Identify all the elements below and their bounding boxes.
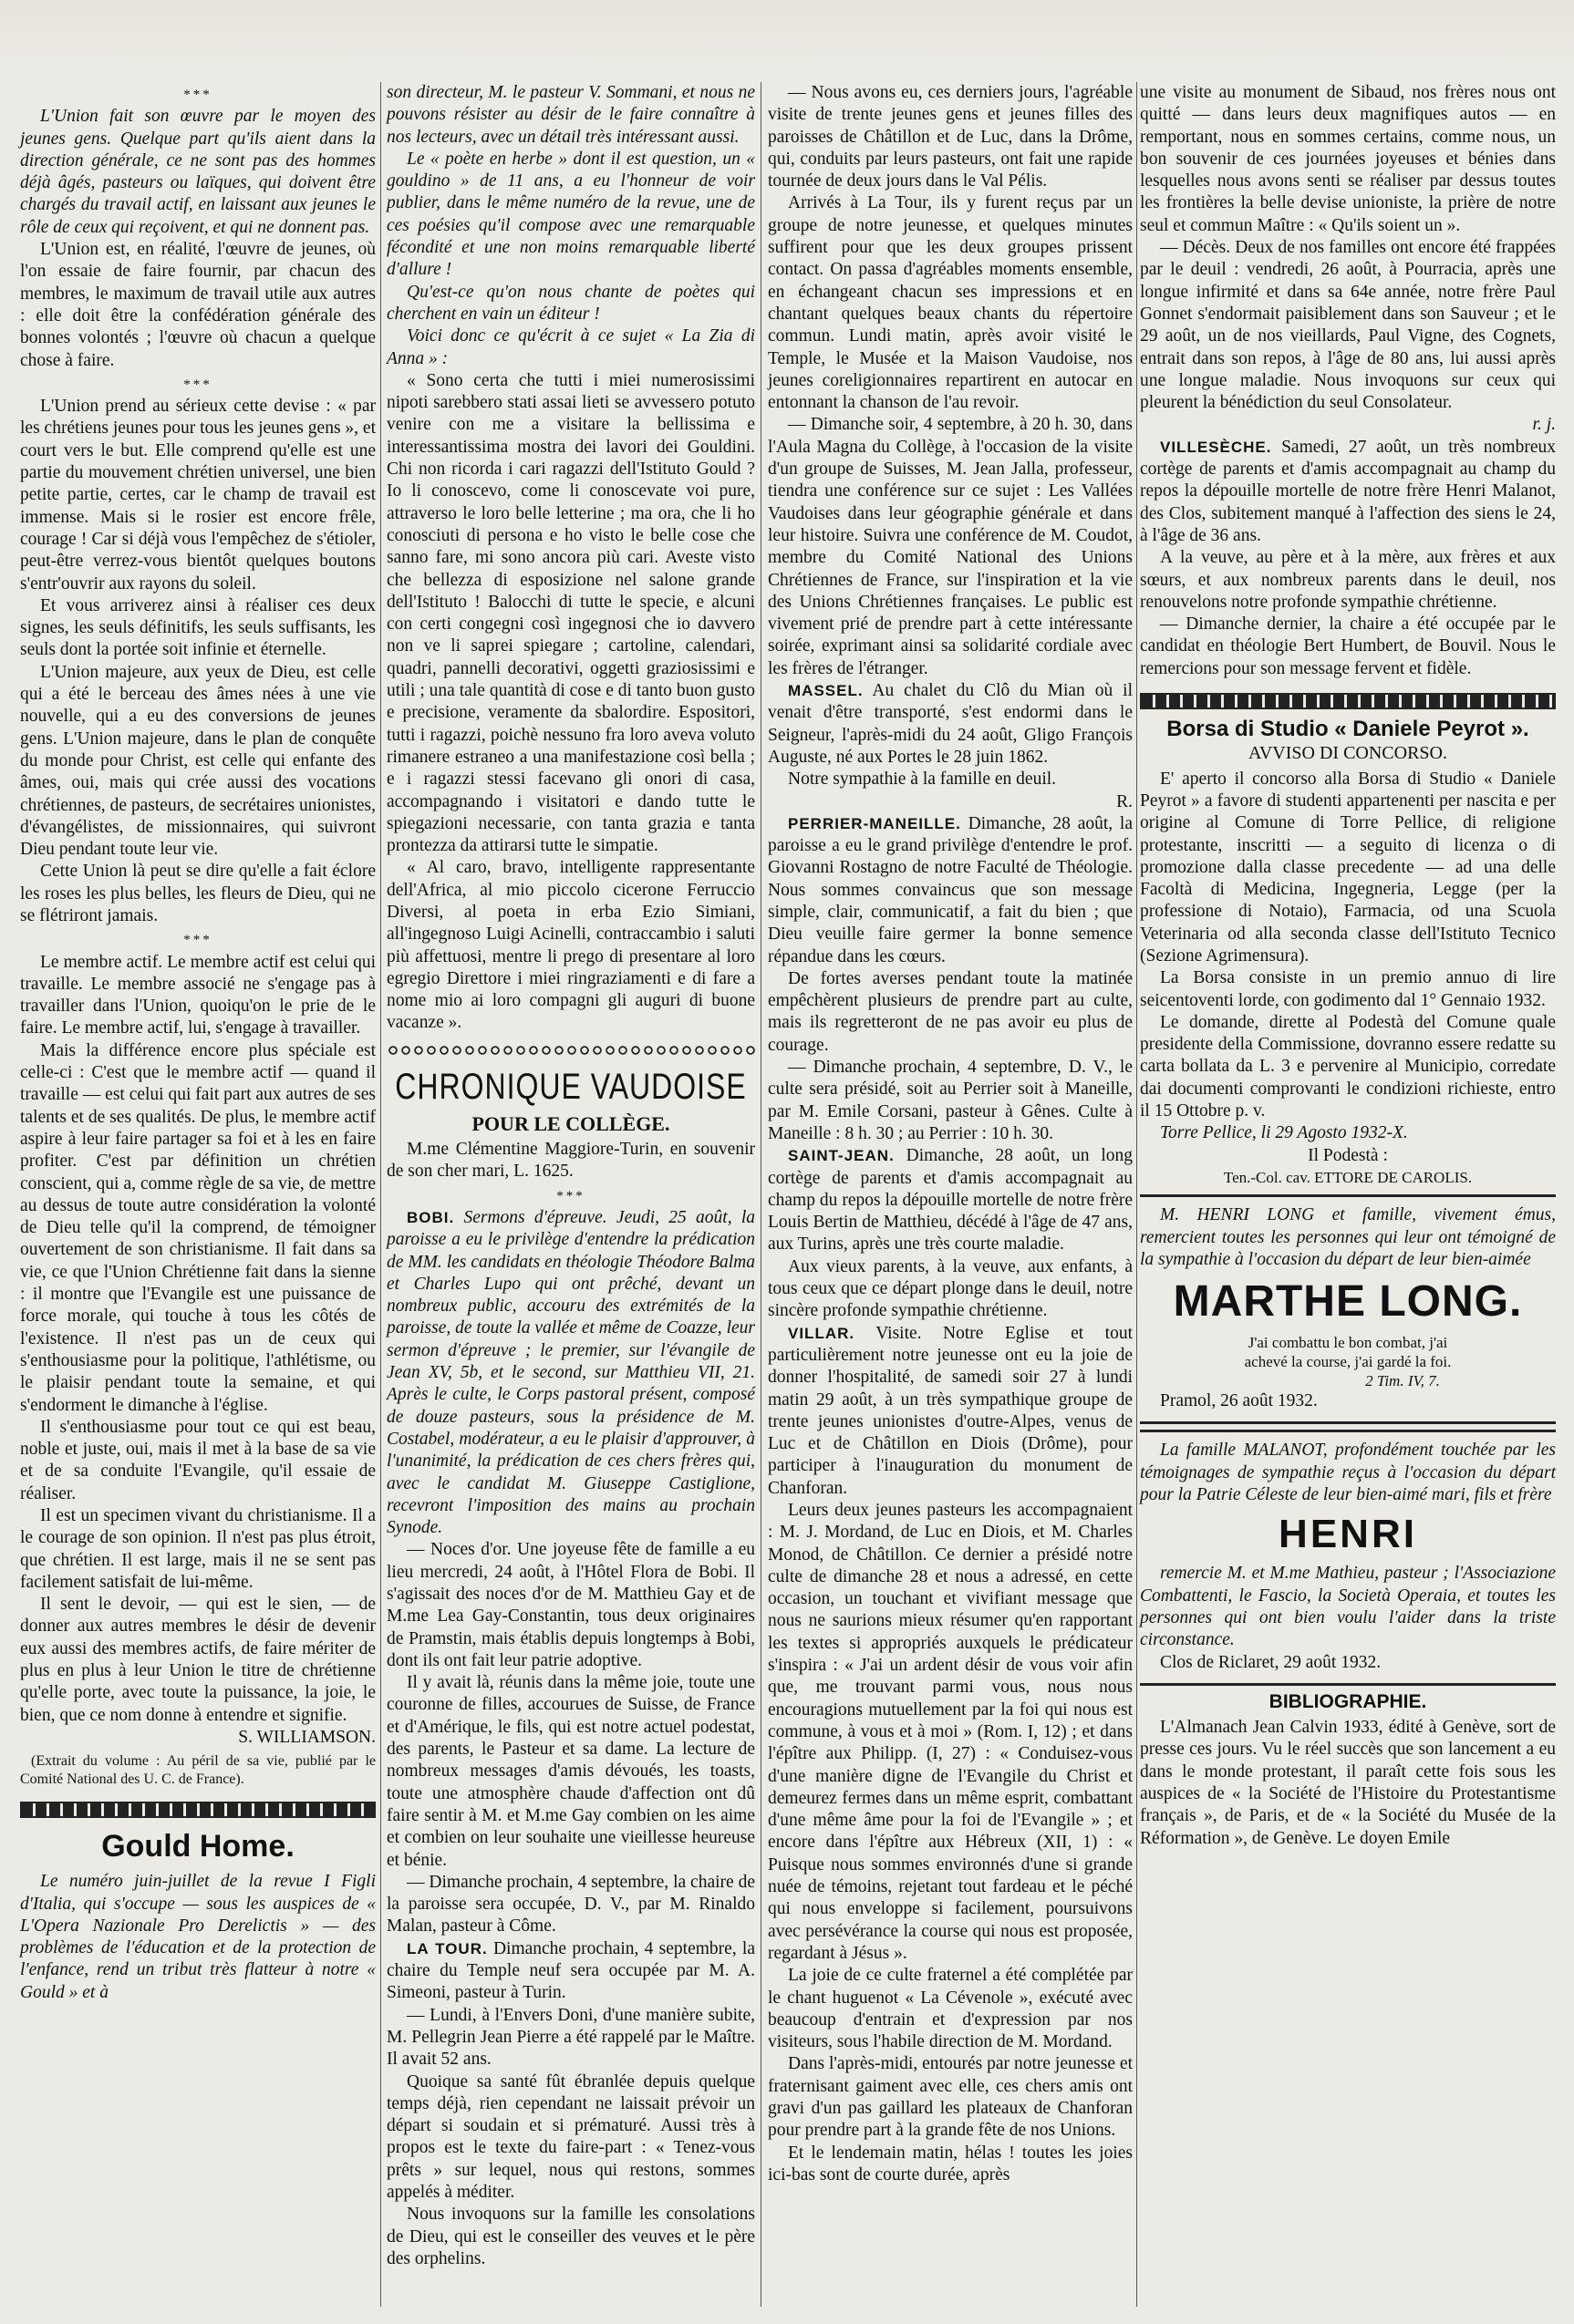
place-name: BOBI.: [407, 1208, 455, 1226]
paragraph: Qu'est-ce qu'on nous chante de poètes qui cherchent en vain un éditeur !: [387, 282, 755, 324]
paragraph: « Sono certa che tutti i miei numerosissimi nipoti sarebbero stati assai lieti se avvessero potuto venire con me a visitare la bellissima e interessantissima mostra dei lavori dei Gouldini. Chi non ricorda i cari ragazzi dell'Istituto Gould ? Io li conoscevo, come li conoscevate voi pure, attraverso le loro belle letterine ; ma ora, che li ho conosciuti di persona e ho visto le belle cose che sanno fare, mi sono ancora più cari. Aveste visto che bellezza di esposizione nel salone grande dell'Istituto ! Balocchi di tutte le specie, e alcuni con certi congegni così ingegnosi che io davvero non ve li saprei spiegare ; cartoline, calendari, quadri, pannelli decorativi, oggetti graziosissimi e utili ; una tale quantità di cose e di tanto buon gusto e precisione, veramente da sbalordire. Espositori, tutti i ragazzi, poichè nessuno fra loro aveva voluto rimanere estraneo a una manifestazione così bella ; e i ragazzi stessi facevano gli onori di casa, accompagnando i visitatori e dando tutte le spiegazioni necessarie, con tanta grazia e tanta prontezza da attirarsi tutte le simpatie.: [387, 370, 755, 856]
paragraph-text: Dimanche, 28 août, la paroisse a eu le grand privilège d'entendre le prof. Giovanni Rostagno de notre Faculté de Théologie. Nous sommes convaincus que son message simple, clair, communicatif, a fait du bien ; que Dieu veuille faire germer la bonne semence répandue dans les cœurs.: [768, 813, 1133, 966]
paragraph: La joie de ce culte fraternel a été complétée par le chant huguenot « La Cévenole », exécuté avec beaucoup d'entrain et d'expression par nos visiteurs, sous l'habile direction de M. Mordand.: [768, 1966, 1133, 2052]
paragraph: L'Almanach Jean Calvin 1933, édité à Genève, sort de presse ces jours. Vu le réel succès que son lancement a eu dans le monde protestant, il paraît cette fois sous les auspices de « la Société de l'Histoire du Protestantisme français », de Paris, et de « la Société du Musée de la Réformation », de Genève. Le doyen Emile: [1140, 1718, 1556, 1848]
college-heading: POUR LE COLLÈGE.: [471, 1111, 670, 1135]
article-signature: S. WILLIAMSON.: [238, 1727, 376, 1747]
gould-home-heading: Gould Home.: [101, 1829, 295, 1864]
quote-line: J'ai combattu le bon combat, j'ai: [1248, 1334, 1448, 1352]
notice-podesta: Il Podestà :: [1308, 1145, 1388, 1165]
quote-reference: 2 Tim. IV, 7.: [1365, 1372, 1440, 1390]
paragraph: La famille MALANOT, profondément touchée par les témoignages de sympathie reçus à l'occasion du départ pour la Patrie Céleste de leur bien-aimé mari, fils et frère: [1140, 1441, 1556, 1505]
article-source: (Extrait du volume : Au péril de sa vie, publié par le Comité National des U. C. de France).: [20, 1753, 376, 1788]
bibliographie-heading: BIBLIOGRAPHIE.: [1269, 1690, 1427, 1712]
paragraph: [1140, 437, 1556, 547]
section-divider: [387, 1044, 755, 1057]
paragraph: Il sent le devoir, — qui est le sien, — de donner aux autres membres le désir de devenir eux aussi des membres actifs, de faire mériter de plus en plus à leur Union le titre de chrétienne qu'elle porte, avec toute la puissance, la joie, le bien, que ce nom donne à entendre et signifie.: [20, 1595, 376, 1725]
column-rule: [380, 82, 381, 2307]
paragraph: [768, 1323, 1133, 1500]
paragraph: Aux vieux parents, à la veuve, aux enfants, à tous ceux que ce départ plonge dans le deuil, notre sincère profonde sympathie chrétienne.: [768, 1256, 1133, 1321]
paragraph: Et vous arriverez ainsi à réaliser ces deux signes, les seuls définitifs, les seuls suffisants, les seuls dont la portée soit infinie et éternelle.: [20, 595, 376, 660]
section-stars: ***: [183, 377, 212, 392]
place-name: LA TOUR.: [407, 1939, 488, 1957]
paragraph: Notre sympathie à la famille en deuil.: [788, 770, 1057, 790]
paragraph: son directeur, M. le pasteur V. Sommani, et nous ne pouvons résister au désir de le faire connaître à nos lecteurs, avec un détail très intéressant aussi.: [387, 83, 755, 147]
paragraph: [768, 1145, 1133, 1255]
paragraph: Arrivés à La Tour, ils y furent reçus par un groupe de notre jeunesse, et quelques minutes suffirent pour que les deux groupes prissent contact. On passa d'agréables moments ensemble, en échangeant chacun ses impressions et en chantant quelques beaux chants du répertoire commun. Lundi matin, après avoir visité le Temple, le Musée et la Maison Vaudoise, nos jeunes coreligionnaires repartirent en autocar en entonnant la chanson de l'au revoir.: [768, 193, 1133, 413]
paragraph: [768, 680, 1133, 769]
paragraph: — Nous avons eu, ces derniers jours, l'agréable visite de trente jeunes gens et jeunes filles des paroisses de Châtillon et de Luc, dans la Drôme, qui, conduits par leurs pasteurs, ont fait une rapide tournée de deux jours dans le Val Pélis.: [768, 83, 1133, 191]
paragraph: — Dimanche soir, 4 septembre, à 20 h. 30, dans l'Aula Magna du Collège, à l'occasion de la visite d'un groupe de Suisses, M. Jean Jalla, professeur, tiendra une conférence sur ce sujet : Les Vallées Vaudoises dans leur géographie générale et dans leur histoire. Suivra une conférence de M. Coudot, membre du Comité National des Unions Chrétiennes de France, sur l'inspiration et la vie des Unions Chrétiennes françaises. Le public est vivement prié de prendre part à cette intéressante soirée, exprimant ainsi sa solidarité cordiale avec les frères de l'étranger.: [768, 415, 1133, 678]
paragraph: De fortes averses pendant toute la matinée empêchèrent plusieurs de prendre part au culte, mais ils regretteront de ne pas avoir eu plus de courage.: [768, 968, 1133, 1055]
malanot-notice-box: [1140, 1430, 1556, 1685]
place-name: MASSEL.: [788, 682, 864, 700]
paragraph-text: Dimanche prochain, 4 septembre, la chaire du Temple neuf sera occupée par M. A. Simeoni, pasteur à Turin.: [387, 1938, 755, 2003]
paragraph-text: Dimanche, 28 août, un long cortège de parents et d'amis accompagnait au champ du repos la dépouille mortelle de notre frère Louis Bertin de Matthieu, décédé à l'âge de 47 ans, aux Turins, après une très courte maladie.: [768, 1146, 1134, 1255]
chronique-heading: CHRONIQUE VAUDOISE: [395, 1065, 747, 1107]
paragraph: Cette Union là peut se dire qu'elle a fait éclore les roses les plus belles, les fleurs de Dieu, qui ne se flétriront jamais.: [20, 862, 376, 925]
paragraph: Leurs deux jeunes pasteurs les accompagnaient : M. J. Mordand, de Luc en Diois, et M. Charles Monod, de Châtillon. Ce dernier a présidé notre culte de dimanche 28 et nous a adressé, en cette occasion, un touchant et vivifiant message que nous ne saurions mieux résumer qu'en rapportant les textes si appropriés auxquels le prédicateur s'inspira : « J'ai un ardent désir de vous voir afin que, me trouvant parmi vous, nous nous encouragions mutuellement par la foi qui nous est commune, à vous et à moi » (Rom. I, 12) ; et dans l'épître aux Philipp. (I, 27) : « Conduisez-vous d'une manière digne de l'Evangile du Christ et demeurez fermes dans un même esprit, combattant d'une même âme pour la foi de l'Evangile » ; et encore dans l'épître aux Hébreux (XII, 1) : « Puisque nous sommes environnés d'une si grande nuée de témoins, rejetant tout fardeau et le péché qui nous enveloppe si facilement, poursuivons avec persévérance la course qui nous est proposée, regardant à Jésus ».: [768, 1501, 1133, 1963]
paragraph: — Lundi, à l'Envers Doni, d'une manière subite, M. Pellegrin Jean Pierre a été rappelé par le Maître. Il avait 52 ans.: [387, 2005, 755, 2070]
paragraph: Il s'enthousiasme pour tout ce qui est beau, noble et juste, oui, mais il met à la base de sa vie et de sa conduite l'Evangile, qu'il essaie de réaliser.: [20, 1417, 376, 1503]
borsa-heading: Borsa di Studio « Daniele Peyrot ».: [1166, 717, 1529, 742]
paragraph: L'Union prend au sérieux cette devise : « par les chrétiens jeunes pour tous les jeunes gens », et court vers le but. Elle comprend qu'elle est une partie du mouvement chrétien universel, une bien petite partie, certes, car le champ de travail est immense. Mais si le rosier est encore frêle, courage ! Car si déjà vous l'empêchez de s'étioler, peut-être verrez-vous bientôt quelques boutons s'entr'ouvrir aux rayons du soleil.: [20, 397, 376, 594]
paragraph: Le membre actif. Le membre actif est celui qui travaille. Le membre associé ne s'engage pas à travailler dans l'Union, quoiqu'on le prie de le faire. Le membre actif, lui, s'engage à travailler.: [20, 952, 376, 1038]
paragraph: Quoique sa santé fût ébranlée depuis quelque temps déjà, rien cependant ne laissait prévoir un départ si soudain et si prématuré. Aussi très à propos est le texte du faire-part : « Tenez-vous prêts » sur lequel, nous qui restons, sommes appelés à méditer.: [387, 2071, 755, 2203]
notice-date: Clos de Riclaret, 29 août 1932.: [1160, 1652, 1382, 1672]
paragraph: une visite au monument de Sibaud, nos frères nous ont quitté — dans leurs deux magnifiques autos — en remportant, nous en sommes certains, comme nous, un bon souvenir de ces journées joyeuses et bénies dans lesquelles nous avons senti se réaliser par dessus toutes les frontières la belle devise unioniste, la prière de notre seul et commun Maître : « Qu'ils soient un ».: [1140, 83, 1556, 235]
long-name: MARTHE LONG.: [1173, 1277, 1523, 1327]
paragraph: Le numéro juin-juillet de la revue I Figli d'Italia, qui s'occupe — sous les auspices de « L'Opera Nazionale Pro Derelictis » — des problèmes de l'éducation et de la protection de l'enfance, rend un tribut très flatteur à notre « Gould » et à: [20, 1872, 376, 2002]
place-name: VILLESÈCHE.: [1160, 438, 1272, 456]
paragraph-text: Samedi, 27 août, un très nombreux cortège de parents et d'amis accompagnait au champ du repos la dépouille mortelle de notre frère Henri Malanot, des Clos, subitement manqué à l'affection des siens le 24, à l'âge de 36 ans.: [1140, 437, 1557, 545]
section-stars: ***: [183, 88, 212, 102]
paragraph: La Borsa consiste in un premio annuo di lire seicentoventi lorde, con godimento dal 1° Gennaio 1932.: [1140, 968, 1556, 1010]
section-divider: [20, 1802, 376, 1818]
paragraph: Il est un specimen vivant du christianisme. Il a le courage de son opinion. Il n'est pas plus étroit, que chrétien. Il est large, mais il ne se sent pas facilement satisfait de lui-même.: [20, 1506, 376, 1592]
section-stars: ***: [183, 933, 212, 948]
paragraph: A la veuve, au père et à la mère, aux frères et aux sœurs, et aux nombreux parents dans le deuil, nos renouvelons notre profonde sympathie chrétienne.: [1140, 548, 1556, 612]
section-stars: ***: [556, 1188, 585, 1203]
long-notice-box: [1140, 1194, 1556, 1424]
paragraph: M. HENRI LONG et famille, vivement émus, remercient toutes les personnes qui leur ont témoigné de la sympathie à l'occasion du départ de leur bien-aimée: [1140, 1205, 1556, 1269]
paragraph: M.me Clémentine Maggiore-Turin, en souvenir de son cher mari, L. 1625.: [387, 1140, 755, 1182]
paragraph: Nous invoquons sur la famille les consolations de Dieu, qui est le conseiller des veuves et le père des orphelins.: [387, 2205, 755, 2268]
paragraph-text: Visite. Notre Eglise et tout particulièrement notre jeunesse ont eu la joie de donner l'hospitalité, de samedi soir 27 à lundi matin 29 août, à un très sympathique groupe de trente jeunes unionistes d'outre-Alpes, venus de Luc et de Châtillon en Diois (Drôme), pour participer à l'inauguration du monument de Chanforan.: [768, 1323, 1133, 1498]
column-2: [387, 82, 755, 2270]
malanot-name: HENRI: [1279, 1512, 1417, 1557]
notice-date: Pramol, 26 août 1932.: [1160, 1391, 1318, 1411]
paragraph: Le « poète en herbe » dont il est question, un « gouldino » de 11 ans, a eu l'honneur de voir publier, dans le même numéro de la revue, une de ces poésies qu'il compose avec une remarquable fécondité et une non moins remarquable liberté d'allure !: [387, 149, 755, 280]
column-rule: [1136, 82, 1137, 2307]
paragraph: L'Union fait son œuvre par le moyen des jeunes gens. Quelque part qu'ils aient dans la direction générale, ce ne sont pas des hommes déjà âgés, pasteurs ou laïques, qui doivent être chargés du travail actif, en laissant aux jeunes le rôle de ceux qui reçoivent, et qui ne donnent pas.: [20, 107, 376, 237]
paragraph: Il y avait là, réunis dans la même joie, toute une couronne de filles, accourues de Suisse, de France et d'Amérique, le fils, qui est notre actuel podestat, des parents, le Pasteur et sa dame. La lecture de nombreux messages d'amis dévoués, les toasts, toute une atmosphère chaude d'affection ont dû faire sentir à M. et M.me Gay combien on les aime et combien on leur souhaite une vieillesse heureuse et bénie.: [387, 1673, 755, 1870]
place-name: SAINT-JEAN.: [788, 1147, 895, 1165]
article-signature: r. j.: [1532, 415, 1556, 435]
paragraph: — Décès. Deux de nos familles ont encore été frappées par le deuil : vendredi, 26 août, à Pourracia, après une longue infirmité et dans sa 64e année, notre frère Paul Gonnet s'endormait paisiblement dans son Sauveur ; et le 29 août, un de nos vieillards, Paul Vigne, des Cognets, entrait dans son repos, à l'âge de 80 ans, lui aussi après une longue maladie. Nous invoquons sur ceux qui pleurent la bénédiction du seul Consolateur.: [1140, 238, 1556, 413]
notice-date: Torre Pellice, li 29 Agosto 1932-X.: [1160, 1123, 1408, 1143]
paragraph: [387, 1207, 755, 1539]
column-4: [1140, 82, 1556, 1850]
paragraph: — Dimanche prochain, 4 septembre, D. V., le culte sera présidé, soit au Perrier soit à Maneille, par M. Emile Corsani, pasteur à Gênes. Culte à Maneille : 8 h. 30 ; au Perrier : 10 h. 30.: [768, 1058, 1133, 1143]
paragraph: remercie M. et M.me Mathieu, pasteur ; l'Associazione Combattenti, le Fascio, la Società Operaia, et toutes les personnes qui ont bien voulu l'aider dans la triste circonstance.: [1140, 1564, 1556, 1650]
section-divider: [1140, 693, 1556, 709]
paragraph: — Dimanche prochain, 4 septembre, la chaire de la paroisse sera occupée, D. V., par M. Rinaldo Malan, pasteur à Côme.: [387, 1872, 755, 1937]
paragraph: « Al caro, bravo, intelligente rappresentante dell'Africa, al mio piccolo cicerone Ferruccio Diversi, al poeta in erba Ezio Simiani, all'ingegnoso Luigi Acinelli, contraccambio i saluti più affettuosi, mentre li prego di presentare al loro egregio Direttore i miei ringraziamenti e di fare a nome mio ai loro compagni gli auguri di buone vacanze ».: [387, 858, 755, 1033]
paragraph: Dans l'après-midi, entourés par notre jeunesse et fraternisant gaiment avec elle, ces chers amis ont gravi d'un pas gaillard les plateaux de Chanforan pour prendre part à la grande fête de nos Unions.: [768, 2054, 1133, 2141]
paragraph: [387, 1938, 755, 2005]
avviso-heading: AVVISO DI CONCORSO.: [1248, 743, 1447, 764]
paragraph-text: Sermons d'épreuve. Jeudi, 25 août, la paroisse a eu le privilège d'entendre la prédication de MM. les candidats en théologie Théodore Balma et Charles Lupo qui ont prêché, devant un nombreux public, accouru des extrémités de la paroisse, de toute la vallée et même de Coazze, leur sermon d'épreuve ; le premier, sur l'évangile de Jean XV, 5b, et le second, sur Matthieu VII, 21. Après le culte, le Corps pastoral présent, composé de douze pasteurs, sous la présidence de M. Costabel, modérateur, a eu le plaisir d'approuver, à l'unanimité, la prédication de ces chers frères qui, avec le candidat M. Giuseppe Castiglione, recevront l'imposition des mains au prochain Synode.: [387, 1207, 755, 1538]
column-3: [768, 82, 1133, 2186]
article-signature: R.: [1116, 791, 1133, 811]
place-name: PERRIER-MANEILLE.: [788, 814, 961, 832]
paragraph: L'Union majeure, aux yeux de Dieu, est celle qui a été le berceau des âmes nées à une vie nouvelle, qui a eu des conversions de jeunes gens. L'Union majeure, dans le plan de conquête du monde pour Christ, est celle qui enfante des âmes, oui, mais qui crée aussi des vocations chrétiennes, de pasteurs, de secrétaires unionistes, d'évangélistes, de missionnaires, qui suivront Dieu pendant toute leur vie.: [20, 662, 376, 860]
paragraph: Le domande, dirette al Podestà del Comune quale presidente della Commissione, dovranno essere redatte su carta bollata da L. 3 e pervenire al Municipio, corredate dai documenti comprovanti le condizioni richieste, entro il 15 Ottobre p. v.: [1140, 1012, 1556, 1121]
paragraph: Voici donc ce qu'écrit à ce sujet « La Zia di Anna » :: [387, 326, 755, 368]
quote-line: achevé la course, j'ai gardé la foi.: [1244, 1353, 1452, 1371]
paragraph: — Dimanche dernier, la chaire a été occupée par le candidat en théologie Bert Humbert, de Bouvil. Nous le remercions pour son message fervent et fidèle.: [1140, 615, 1556, 678]
paragraph: L'Union est, en réalité, l'œuvre de jeunes, où l'on essaie de faire fournir, par chacun des membres, le maximum de travail utile aux autres : elle doit être la confédération générale des bonnes volontés ; l'œuvre où chacun a quelque chose à faire.: [20, 240, 376, 370]
paragraph: Et le lendemain matin, hélas ! toutes les joies ici-bas sont de courte durée, après: [768, 2143, 1133, 2185]
paragraph: Mais la différence encore plus spéciale est celle-ci : C'est que le membre actif — quand il travaille — est celui qui fait part aux autres de ses talents et de ses qualités. De plus, le membre actif aspire à leur faire partager sa foi et à les en faire profiter. C'est par définition un chrétien conscient, qui a, comme règle de sa vie, de mettre au dessus de toute autre considération la volonté de Dieu telle qu'il la comprend, de témoigner ouvertement de son christianisme. Il fait dans sa vie, ce que l'Union Chrétienne fait dans la sienne : il montre que l'Evangile est une puissance de force morale, qui touche à tous les côtés de l'existence. Il n'est pas un de ceux qui s'enthousiasme pour la politique, l'athlétisme, ou le plaisir pendant toute la semaine, et qui s'endorment le dimanche à l'église.: [20, 1040, 376, 1415]
paragraph-text: Au chalet du Clô du Mian où il venait d'être transporté, s'est endormi dans le Seigneur, l'après-midi du 24 août, Gligo François Auguste, né aux Portes le 28 juin 1862.: [768, 681, 1133, 767]
place-name: VILLAR.: [788, 1324, 855, 1342]
column-1: [20, 82, 376, 2004]
notice-signatory: Ten.-Col. cav. ETTORE DE CAROLIS.: [1223, 1168, 1473, 1186]
paragraph: [768, 813, 1133, 968]
page-top-edge: [0, 0, 1574, 64]
paragraph: — Noces d'or. Une joyeuse fête de famille a eu lieu mercredi, 24 août, à l'Hôtel Flora de Bobi. Il s'agissait des noces d'or de M. Matthieu Gay et de M.me Lea Gay-Constantin, tous deux originaires de Pramstin, mais établis depuis longtemps à Bobi, dont ils ont fait leur patrie adoptive.: [387, 1540, 755, 1670]
paragraph: E' aperto il concorso alla Borsa di Studio « Daniele Peyrot » a favore di studenti appartenenti per nascita e per origine al Comune di Torre Pellice, di religione protestante, inscritti — a seguito di licenza o di promozione dalla classe precedente — ad una delle Facoltà di Medicina, Ingegneria, Legge (per la professione di Notaio), Farmacia, od una Scuola Veterinaria od alla seconda classe dell'Istituto Tecnico (Sezione Agrimensura).: [1140, 769, 1556, 966]
